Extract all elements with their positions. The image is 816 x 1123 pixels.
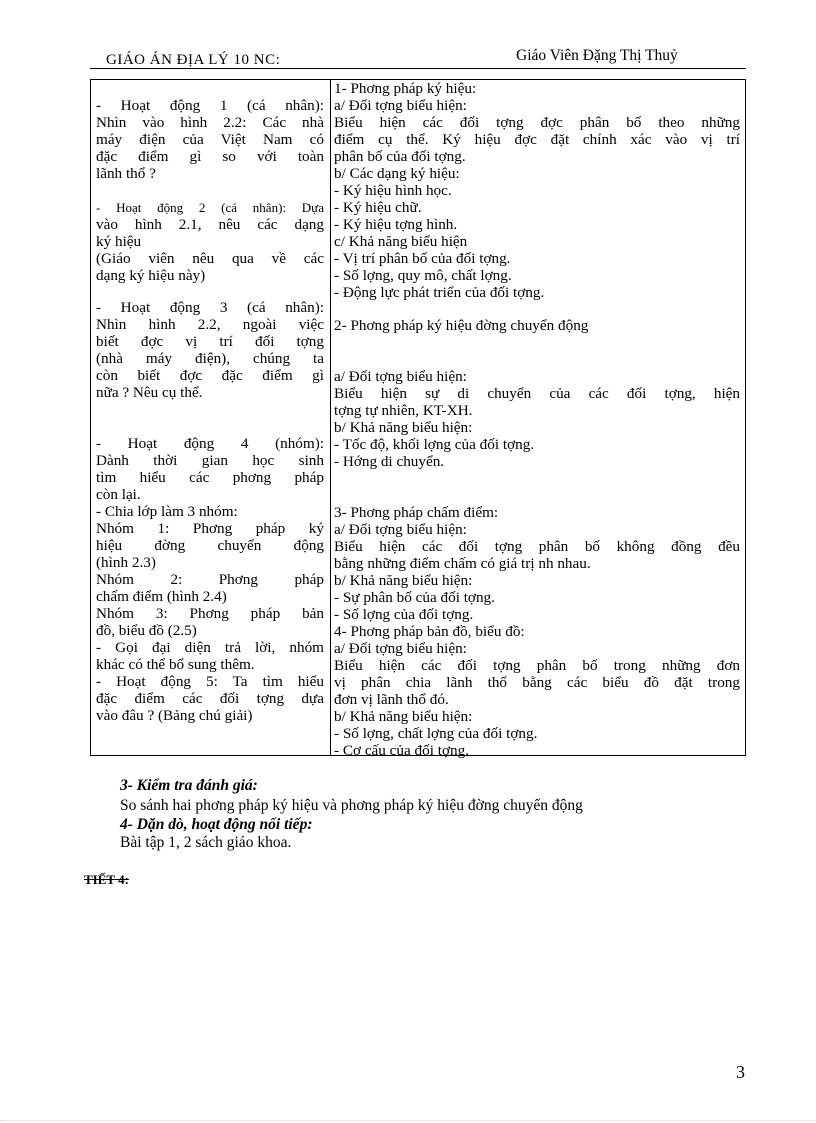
left_column-line: (nhà máy điện), chúng ta <box>96 350 324 367</box>
right_column-line: điểm cụ thể. Ký hiệu đợc đặt chính xác vào vị trí <box>334 131 740 148</box>
left_column-line: tìm hiểu các phơng pháp <box>96 469 324 486</box>
left_column-line: đặc điểm các đối tợng dựa <box>96 690 324 707</box>
right_column-block <box>334 80 740 301</box>
homework-text: Bài tập 1, 2 sách giáo khoa. <box>120 834 292 851</box>
left_column-block <box>96 299 324 401</box>
evaluation-heading: 3- Kiểm tra đánh giá: <box>120 777 258 794</box>
right_column-line: b/ Khả năng biểu hiện: <box>334 708 473 725</box>
right_column-line: tợng tự nhiên, KT-XH. <box>334 402 473 419</box>
page-number: 3 <box>736 1062 745 1082</box>
table-column-divider <box>330 79 331 756</box>
homework-heading: 4- Dặn dò, hoạt động nối tiếp: <box>120 816 313 833</box>
left_column-line: Nhìn vào hình 2.2: Các nhà <box>96 114 324 131</box>
left_column-line: Dành thời gian học sinh <box>96 452 324 469</box>
right_column-line: a/ Đối tợng biểu hiện: <box>334 640 467 657</box>
right_column-line: - Số lợng của đối tợng. <box>334 606 474 623</box>
left_column-line: vào đâu ? (Bảng chú giải) <box>96 707 253 724</box>
right_column-line: - Động lực phát triển của đối tợng. <box>334 284 545 301</box>
right_column-line: - Ký hiệu chữ. <box>334 199 422 216</box>
left_column-line: Nhìn hình 2.2, ngoài việc <box>96 316 324 333</box>
right_column-line: c/ Khả năng biểu hiện <box>334 233 468 250</box>
left_column-line: (hình 2.3) <box>96 554 156 571</box>
left_column-line: đồ, biểu đồ (2.5) <box>96 622 197 639</box>
right_column-line: a/ Đối tợng biểu hiện: <box>334 521 467 538</box>
right_column-line: - Tốc độ, khối lợng của đối tợng. <box>334 436 535 453</box>
right_column-line: - Số lợng, chất lợng của đối tợng. <box>334 725 538 742</box>
left_column-line: khác có thể bổ sung thêm. <box>96 656 255 673</box>
next-lesson-label: TIẾT 4: <box>84 872 129 887</box>
right_column-block <box>334 317 740 334</box>
right_column-line: Biểu hiện các đối tợng đợc phân bố theo những <box>334 114 740 131</box>
right_column-line: b/ Khả năng biểu hiện: <box>334 419 473 436</box>
teacher-name: Giáo Viên Đặng Thị Thuỷ <box>516 47 678 64</box>
left_column-line: (Giáo viên nêu qua về các <box>96 250 324 267</box>
right_column-line: Biểu hiện các đối tợng phân bố trong những đơn <box>334 657 740 674</box>
left_column-line: - Hoạt động 2 (cá nhân): Dựa <box>96 200 324 215</box>
right_column-line: 2- Phơng pháp ký hiệu đờng chuyển động <box>334 317 589 334</box>
right_column-line: 4- Phơng pháp bản đồ, biểu đồ: <box>334 623 525 640</box>
left_column-line: - Hoạt động 1 (cá nhân): <box>96 97 324 114</box>
right_column-line: - Cơ cấu của đối tợng. <box>334 742 469 759</box>
left_column-line: Nhóm 3: Phơng pháp bản <box>96 605 324 622</box>
right_column-line: vị phân chia lãnh thổ bằng các biểu đồ đặt trong <box>334 674 740 691</box>
left_column-line: lãnh thổ ? <box>96 165 156 182</box>
page-bottom-rule <box>0 1120 816 1121</box>
left_column-line: máy điện của Việt Nam có <box>96 131 324 148</box>
left_column-line: hiệu đờng chuyển động <box>96 537 324 554</box>
right_column-line: b/ Các dạng ký hiệu: <box>334 165 460 182</box>
header-rule <box>90 68 746 69</box>
right_column-block <box>334 368 740 470</box>
left_column-line: ký hiệu <box>96 233 142 250</box>
right_column-line: Biểu hiện các đối tợng phân bố không đồng đều <box>334 538 740 555</box>
left_column-line: - Chia lớp làm 3 nhóm: <box>96 503 238 520</box>
left_column-block <box>96 199 324 284</box>
right_column-line: - Số lợng, quy mô, chất lợng. <box>334 267 512 284</box>
evaluation-text: So sánh hai phơng pháp ký hiệu và phơng pháp ký hiệu đờng chuyển động <box>120 797 583 814</box>
left_column-line: Nhóm 2: Phơng pháp <box>96 571 324 588</box>
left_column-line: vào hình 2.1, nêu các dạng <box>96 216 324 233</box>
right_column-line: bằng những điểm chấm có giá trị nh nhau. <box>334 555 591 572</box>
left_column-line: dạng ký hiệu này) <box>96 267 206 284</box>
right_column-line: - Ký hiệu hình học. <box>334 182 452 199</box>
left_column-line: đặc điểm gì so với toàn <box>96 148 324 165</box>
left_column-line: chấm điểm (hình 2.4) <box>96 588 227 605</box>
left_column-line: - Hoạt động 4 (nhóm): <box>96 435 324 452</box>
right_column-line: - Hớng di chuyển. <box>334 453 445 470</box>
left_column-line: - Hoạt động 5: Ta tìm hiểu <box>96 673 324 690</box>
right_column-block <box>334 504 740 759</box>
right_column-line: - Sự phân bố của đối tợng. <box>334 589 495 606</box>
right_column-line: 3- Phơng pháp chấm điểm: <box>334 504 499 521</box>
right_column-line: 1- Phơng pháp ký hiệu: <box>334 80 477 97</box>
left_column-line: còn lại. <box>96 486 141 503</box>
right_column-line: Biểu hiện sự di chuyển của các đối tợng, hiện <box>334 385 740 402</box>
left_column-line: nữa ? Nêu cụ thể. <box>96 384 203 401</box>
right_column-line: a/ Đối tợng biểu hiện: <box>334 368 467 385</box>
left_column-line: còn biết đợc đặc điểm gì <box>96 367 324 384</box>
doc-title: GIÁO ÁN ĐỊA LÝ 10 NC: <box>106 52 281 68</box>
left_column-line: - Hoạt động 3 (cá nhân): <box>96 299 324 316</box>
left_column-block <box>96 97 324 182</box>
left_column-block <box>96 435 324 724</box>
right_column-line: - Ký hiệu tợng hình. <box>334 216 458 233</box>
right_column-line: a/ Đối tợng biểu hiện: <box>334 97 467 114</box>
right_column-line: đơn vị lãnh thổ đó. <box>334 691 449 708</box>
right_column-line: phân bố của đối tợng. <box>334 148 466 165</box>
right_column-line: - Vị trí phân bố của đối tợng. <box>334 250 511 267</box>
left_column-line: - Gọi đại diện trả lời, nhóm <box>96 639 324 656</box>
left_column-line: Nhóm 1: Phơng pháp ký <box>96 520 324 537</box>
right_column-line: b/ Khả năng biểu hiện: <box>334 572 473 589</box>
left_column-line: biết đợc vị trí đối tợng <box>96 333 324 350</box>
